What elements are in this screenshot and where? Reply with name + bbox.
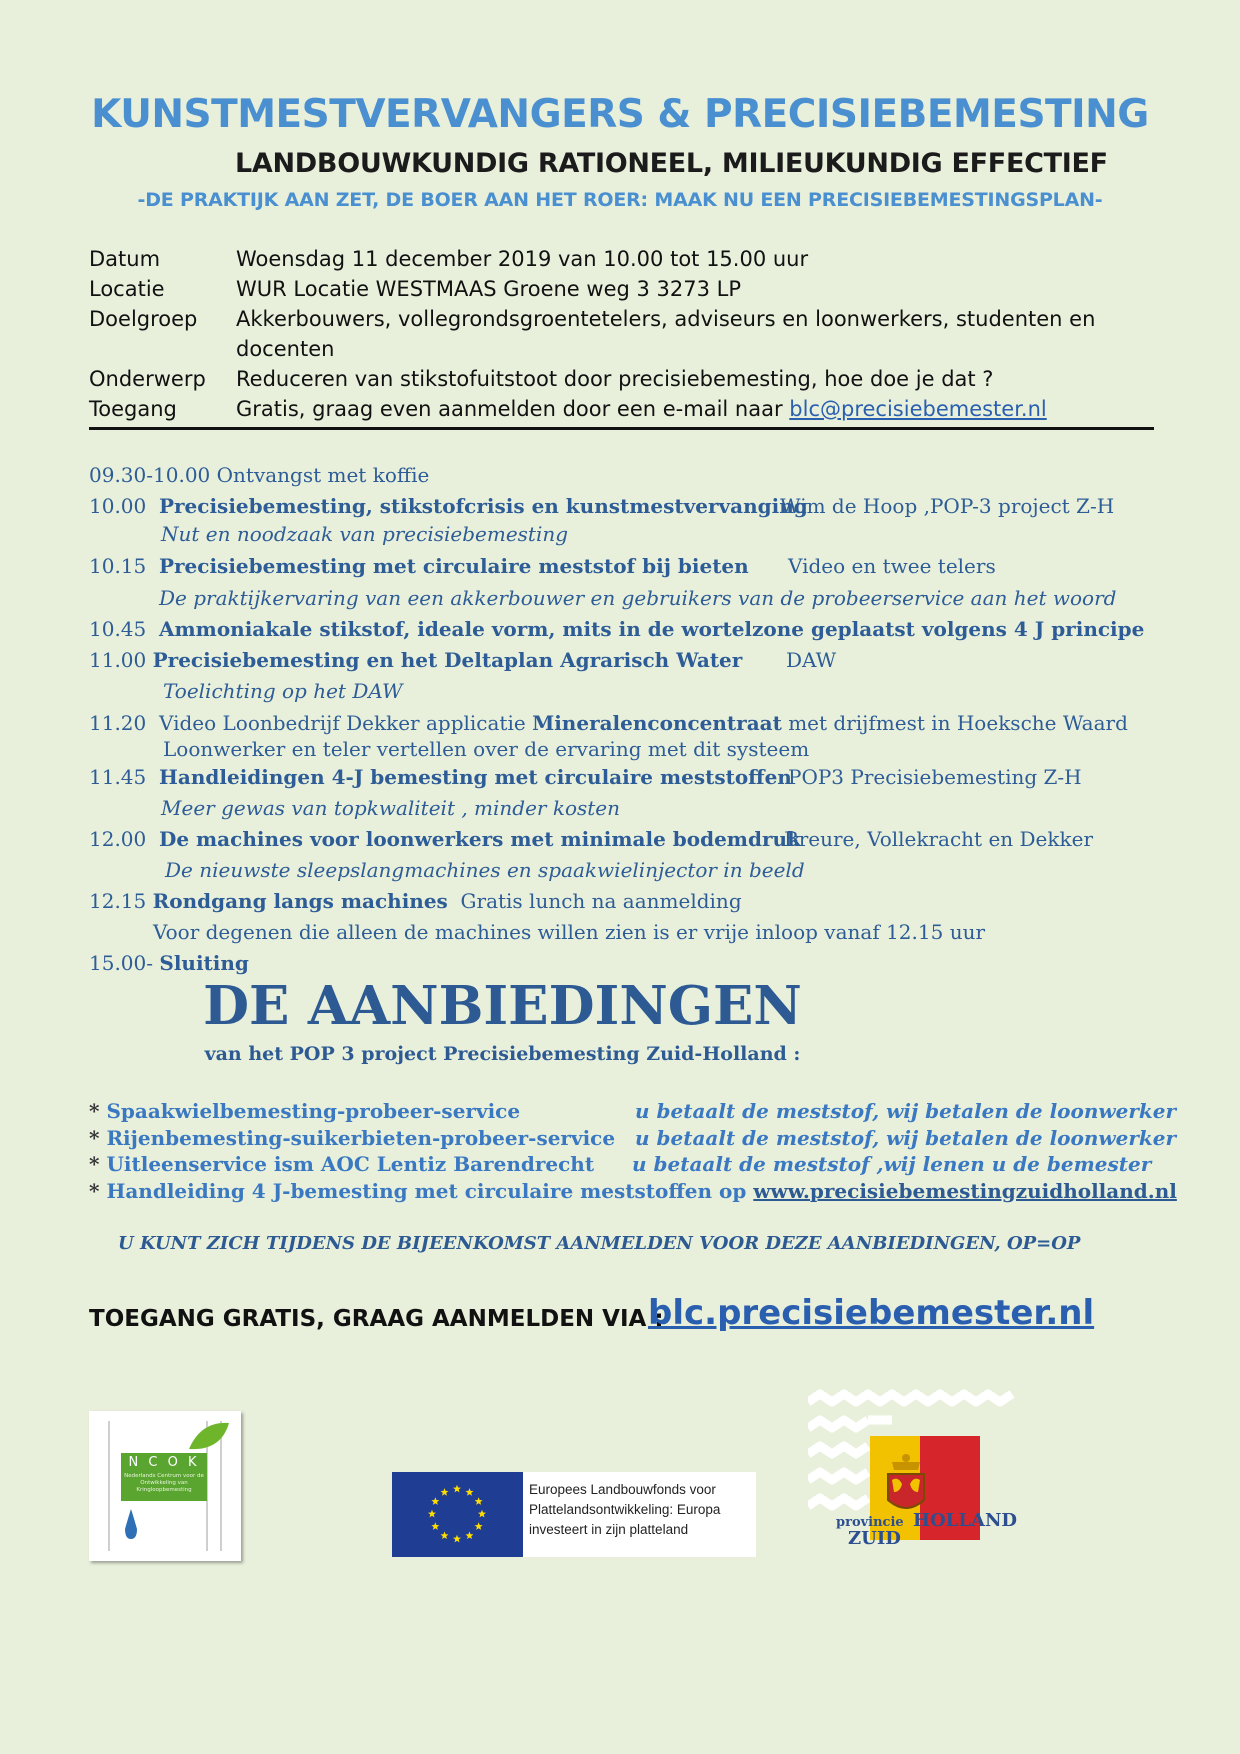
email-link[interactable]: blc@precisiebemester.nl: [789, 397, 1047, 421]
info-label: Datum: [89, 247, 161, 271]
program-speaker: Breure, Vollekracht en Dekker: [784, 827, 1094, 851]
offer-item: [89, 1099, 520, 1123]
event-info-table: [89, 244, 1154, 424]
program-time: 10.15: [89, 554, 147, 578]
program-time: 10.00: [89, 494, 147, 518]
eu-star-icon: [478, 1510, 486, 1518]
eu-star-icon: [431, 1497, 439, 1505]
program-title: Handleidingen 4-J bemesting met circulaire meststoffen: [158, 765, 792, 789]
eu-star-icon: [466, 1531, 474, 1539]
program-subtitle: Nut en noodzaak van precisiebemesting: [161, 522, 569, 546]
offer-terms: u betaalt de meststof ,wij lenen u de bemester: [632, 1152, 1152, 1176]
info-value-subject: Reduceren van stikstofuitstoot door precisiebemesting, hoe doe je dat ?: [236, 367, 994, 391]
eu-star-icon: [466, 1488, 474, 1496]
offer-terms: u betaalt de meststof, wij betalen de loonwerker: [635, 1099, 1176, 1123]
program-time: 15.00-: [89, 951, 154, 975]
offer-title: Uitleenservice ism AOC Lentiz Barendrecht: [106, 1152, 595, 1176]
program-title: Precisiebemesting, stikstofcrisis en kunstmestvervanging: [158, 494, 808, 518]
offer-item: [89, 1152, 594, 1176]
program-item: [89, 648, 742, 672]
program-title: Sluiting: [159, 951, 249, 975]
program-title: Ammoniakale stikstof, ideale vorm, mits in de wortelzone geplaatst volgens 4 J principe: [158, 617, 1145, 641]
zh-provincie-text: provincie: [836, 1515, 904, 1530]
program-title: Precisiebemesting en het Deltaplan Agrarisch Water: [152, 648, 743, 672]
program-time: 12.15: [89, 889, 147, 913]
offer-item: [89, 1126, 615, 1150]
program-title: Mineralenconcentraat: [532, 711, 782, 735]
document-subtitle: LANDBOUWKUNDIG RATIONEEL, MILIEUKUNDIG EFFECTIEF: [235, 148, 1108, 179]
program-subtitle: De nieuwste sleepslangmachines en spaakwielinjector in beeld: [165, 858, 805, 882]
program-title: Precisiebemesting met circulaire meststof bij bieten: [158, 554, 749, 578]
program-time: 12.00: [89, 827, 147, 851]
eu-star-icon: [428, 1510, 436, 1518]
eu-star-icon: [453, 1485, 461, 1493]
tagline: -DE PRAKTIJK AAN ZET, DE BOER AAN HET ROER: MAAK NU EEN PRECISIEBEMESTINGSPLAN-: [137, 189, 1103, 211]
bullet-star: *: [89, 1099, 100, 1123]
info-label: Onderwerp: [89, 367, 206, 391]
info-label: Toegang: [89, 397, 177, 421]
ncok-logo: [89, 1411, 241, 1561]
program-time: 11.20: [89, 711, 147, 735]
bullet-star: *: [89, 1126, 100, 1150]
program-title: De machines voor loonwerkers met minimale bodemdruk: [158, 827, 801, 851]
registration-notice: U KUNT ZICH TIJDENS DE BIJEENKOMST AANMELDEN VOOR DEZE AANBIEDINGEN, OP=OP: [118, 1233, 1081, 1254]
offer-terms: u betaalt de meststof, wij betalen de loonwerker: [635, 1126, 1176, 1150]
eu-stars-graphic: [392, 1472, 523, 1557]
access-text: Gratis, graag even aanmelden door een e-mail naar: [236, 397, 790, 421]
divider: [89, 427, 1154, 430]
program-speaker: Video en twee telers: [788, 554, 996, 578]
bullet-star: *: [89, 1179, 100, 1203]
program-title: Rondgang langs machines: [152, 889, 448, 913]
program-subtitle: Loonwerker en teler vertellen over de ervaring met dit systeem: [163, 737, 810, 761]
program-speaker: POP3 Precisiebemesting Z-H: [788, 765, 1082, 789]
program-item: [89, 494, 808, 518]
program-speaker: Wim de Hoop ,POP-3 project Z-H: [780, 494, 1115, 518]
ncok-logo-text: N C O K: [128, 1455, 200, 1470]
program-item: [89, 827, 801, 851]
info-row-doelgroep: [89, 304, 1154, 364]
offers-subheading: van het POP 3 project Precisiebemesting Zuid-Holland :: [204, 1043, 801, 1065]
program-subtitle: Toelichting op het DAW: [163, 679, 403, 703]
program-item: [89, 617, 1144, 641]
eu-star-icon: [441, 1531, 449, 1539]
info-row-toegang: [89, 394, 1154, 424]
program-item: 09.30-10.00 Ontvangst met koffie: [89, 463, 430, 487]
eu-star-icon: [431, 1522, 439, 1530]
eu-flag-icon: [392, 1472, 523, 1557]
zh-holland-text: HOLLAND: [913, 1510, 1018, 1531]
bullet-star: *: [89, 1152, 100, 1176]
program-speaker: DAW: [786, 648, 837, 672]
zuid-holland-graphic: [808, 1388, 1018, 1568]
program-item: [89, 765, 792, 789]
offer-item: [89, 1179, 1177, 1203]
info-row-datum: [89, 244, 1154, 274]
info-value-access: [236, 394, 1154, 424]
program-item: [89, 711, 1128, 735]
eu-star-icon: [475, 1497, 483, 1505]
offers-heading: DE AANBIEDINGEN: [203, 975, 802, 1037]
zh-zuid-text: ZUID: [848, 1528, 901, 1549]
program-subtitle: De praktijkervaring van een akkerbouwer en gebruikers van de probeerservice aan het woord: [159, 586, 1117, 610]
program-time: 11.45: [89, 765, 147, 789]
website-link[interactable]: www.precisiebemestingzuidholland.nl: [753, 1179, 1177, 1203]
program-text: Video Loonbedrijf Dekker applicatie: [158, 711, 533, 735]
info-label: Locatie: [89, 277, 165, 301]
zuid-holland-logo: [808, 1388, 1018, 1568]
program-item: [89, 889, 742, 913]
program-subtitle: Meer gewas van topkwaliteit , minder kosten: [161, 796, 621, 820]
ncok-logo-subtext: Nederlands Centrum voor de Ontwikkeling van Kringloopbemesting: [124, 1473, 204, 1493]
registration-link[interactable]: blc.precisiebemester.nl: [648, 1293, 1095, 1333]
info-value-audience: Akkerbouwers, vollegrondsgroentetelers, adviseurs en loonwerkers, studenten en docenten: [236, 307, 1096, 361]
offer-title: Handleiding 4 J-bemesting met circulaire meststoffen op: [106, 1179, 754, 1203]
program-text: met drijfmest in Hoeksche Waard: [781, 711, 1128, 735]
program-subtitle: Voor degenen die alleen de machines willen zien is er vrije inloop vanaf 12.15 uur: [153, 920, 986, 944]
offer-title: Rijenbemesting-suikerbieten-probeer-service: [106, 1126, 616, 1150]
info-row-locatie: [89, 274, 1154, 304]
eu-star-icon: [453, 1535, 461, 1543]
program-item: [89, 951, 249, 975]
info-value-location: WUR Locatie WESTMAAS Groene weg 3 3273 LP: [236, 277, 742, 301]
program-item: [89, 554, 749, 578]
eu-star-icon: [475, 1522, 483, 1530]
program-time: 11.00: [89, 648, 147, 672]
program-text: Gratis lunch na aanmelding: [460, 889, 742, 913]
cta-text: TOEGANG GRATIS, GRAAG AANMELDEN VIA :: [89, 1306, 664, 1332]
info-row-onderwerp: [89, 364, 1154, 394]
document-title: KUNSTMESTVERVANGERS & PRECISIEBEMESTING: [91, 92, 1149, 137]
info-value-date: Woensdag 11 december 2019 van 10.00 tot 15.00 uur: [236, 247, 809, 271]
info-label: Doelgroep: [89, 307, 198, 331]
eu-star-icon: [441, 1488, 449, 1496]
eu-logo: [392, 1472, 756, 1557]
program-time: 10.45: [89, 617, 147, 641]
eu-logo-text: Europees Landbouwfonds voor Plattelandsontwikkeling: Europa investeert in zijn platteland: [529, 1482, 721, 1537]
offer-title: Spaakwielbemesting-probeer-service: [106, 1099, 521, 1123]
